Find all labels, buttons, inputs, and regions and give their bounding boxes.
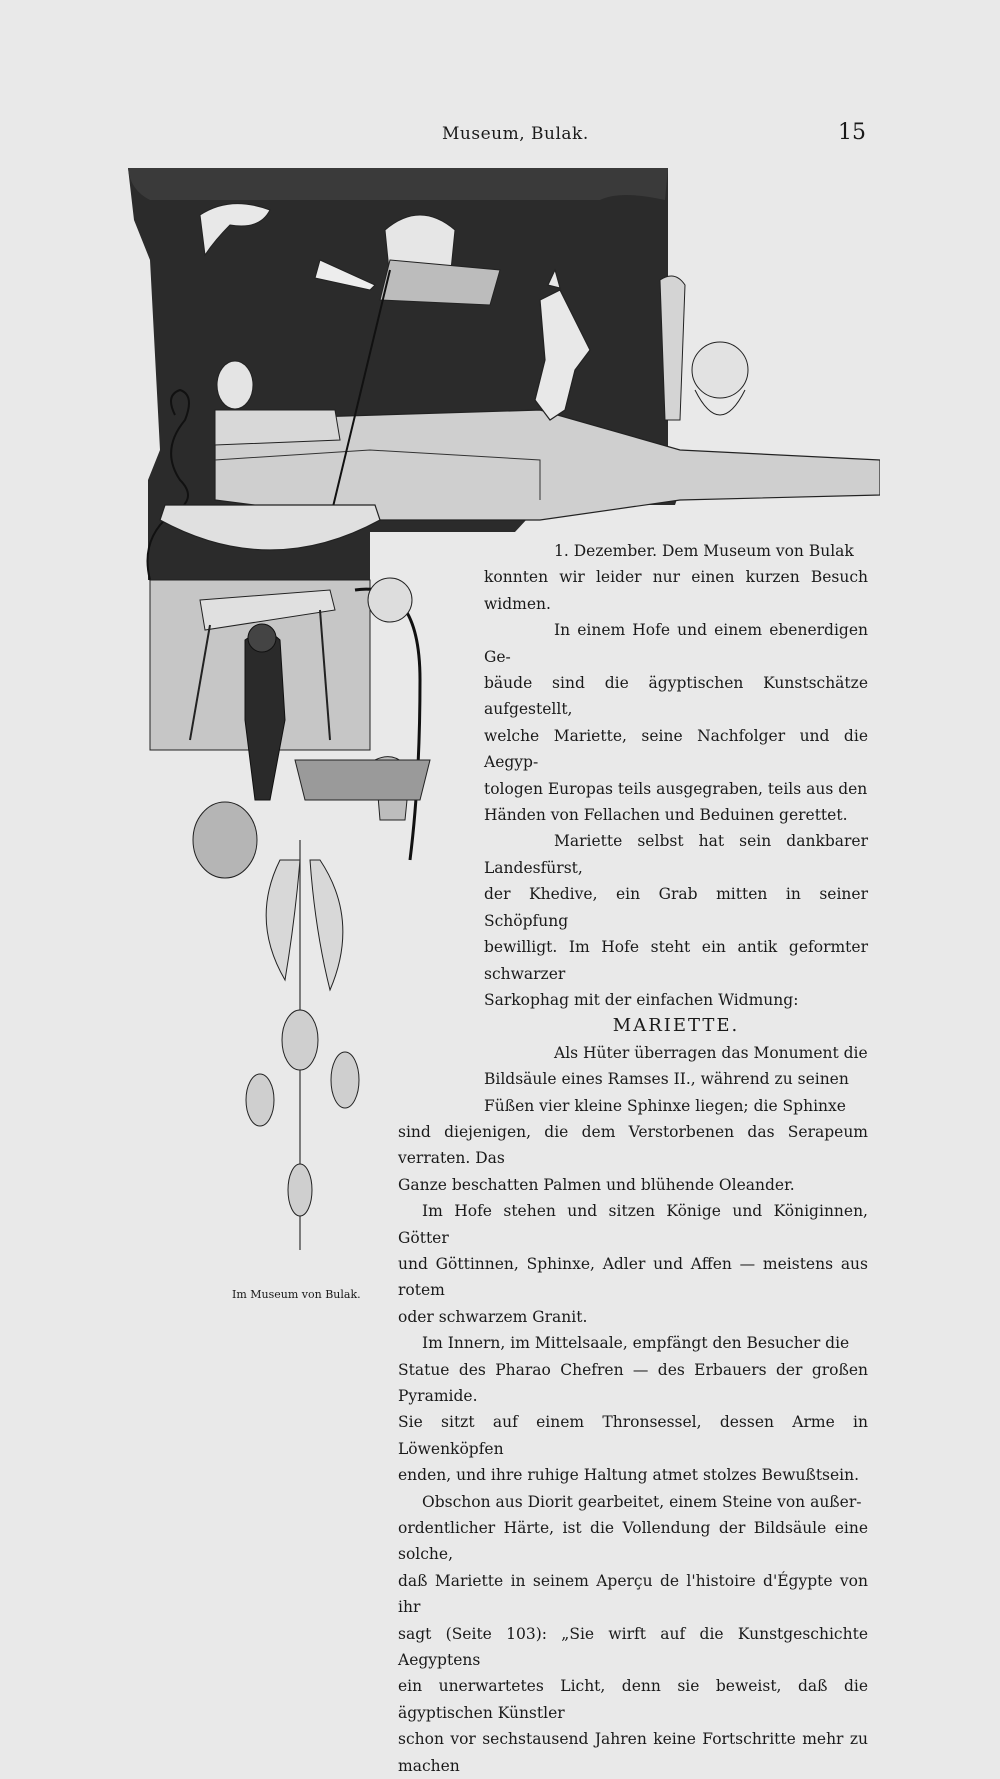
text-line: sagt (Seite 103): „Sie wirft auf die Kunstgeschichte Aegyptens [398, 1624, 868, 1670]
text-line: In einem Hofe und einem ebenerdigen Ge- [484, 621, 868, 666]
page-number: 15 [838, 120, 866, 145]
text-line: Händen von Fellachen und Beduinen gerettet. [484, 806, 848, 825]
text-line: schon vor sechstausend Jahren keine Fortschritte mehr zu machen [398, 1730, 868, 1775]
text-line: enden, und ihre ruhige Haltung atmet stolzes Bewußtsein. [398, 1466, 860, 1485]
text-line: Ganze beschatten Palmen und blühende Oleander. [398, 1175, 795, 1194]
text-line: bewilligt. Im Hofe steht ein antik geformter schwarzer [484, 938, 868, 983]
body-text [398, 538, 868, 1779]
text-line: Statue des Pharao Chefren — des Erbauers der großen Pyramide. [398, 1360, 868, 1405]
text-line: konnten wir leider nur einen kurzen Besuch widmen. [484, 568, 868, 613]
text-line: daß Mariette in seinem Aperçu de l'histoire d'Égypte von ihr [398, 1571, 868, 1617]
text-line: Füßen vier kleine Sphinxe liegen; die Sphinxe [484, 1096, 846, 1115]
text-line: Obschon aus Diorit gearbeitet, einem Steine von außer- [422, 1492, 862, 1511]
text-line: Im Innern, im Mittelsaale, empfängt den Besucher die [422, 1334, 850, 1353]
text-line: 1. Dezember. Dem Museum von Bulak [554, 542, 854, 560]
text-line: der Khedive, ein Grab mitten in seiner Schöpfung [484, 885, 868, 930]
text-line: und Göttinnen, Sphinxe, Adler und Affen — meistens aus rotem [398, 1254, 868, 1300]
text-line: welche Mariette, seine Nachfolger und die Aegyp- [484, 726, 868, 772]
text-line: Im Hofe stehen und sitzen Könige und Königinnen, Götter [398, 1202, 868, 1247]
text-line: bäude sind die ägyptischen Kunstschätze aufgestellt, [484, 674, 868, 719]
text-line: ordentlicher Härte, ist die Vollendung der Bildsäule eine solche, [398, 1519, 868, 1564]
text-line: Mariette selbst hat sein dankbarer Landesfürst, [484, 832, 868, 877]
text-block-middle [484, 1040, 868, 1119]
text-line: Bildsäule eines Ramses II., während zu seinen [484, 1070, 849, 1089]
text-block-full [398, 1119, 868, 1779]
text-line: ein unerwartetes Licht, denn sie beweist, daß die ägyptischen Künstler [398, 1677, 868, 1722]
text-block-upper [484, 538, 868, 1013]
text-line: Sarkophag mit der einfachen Widmung: [484, 990, 799, 1009]
text-line: oder schwarzem Granit. [398, 1307, 588, 1326]
inscription: MARIETTE. [612, 1015, 740, 1037]
illustration-caption: Im Museum von Bulak. [232, 1288, 361, 1301]
text-line: Sie sitzt auf einem Thronsessel, dessen Arme in Löwenköpfen [398, 1413, 868, 1458]
text-line: Als Hüter überragen das Monument die [554, 1043, 868, 1062]
text-line: tologen Europas teils ausgegraben, teils aus den [484, 779, 868, 798]
text-line: sind diejenigen, die dem Verstorbenen das Serapeum verraten. Das [398, 1122, 868, 1168]
running-title: Museum, Bulak. [442, 124, 589, 144]
